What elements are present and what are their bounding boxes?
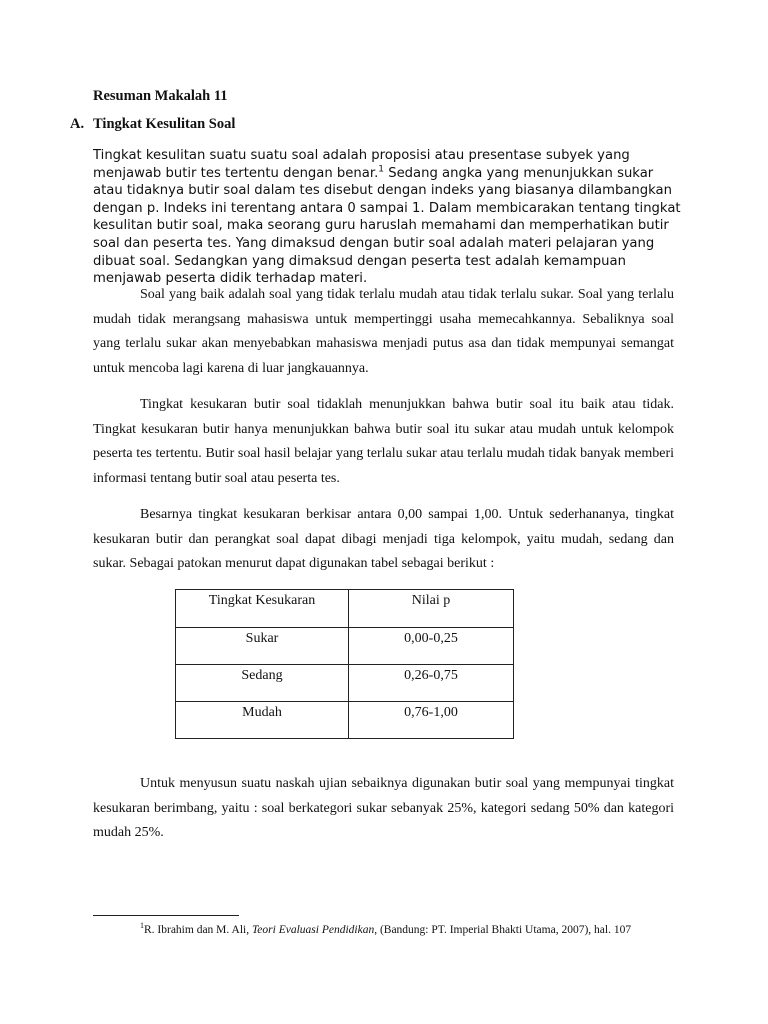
footnote-divider [93,915,239,916]
intro-text-part1: Tingkat kesulitan suatu suatu soal adalah proposisi atau presentase subyek yang menjawab butir tes tertentu dengan benar. [93,148,630,181]
table-header-row [176,590,514,628]
footnote-reference[interactable]: 1 [378,164,384,175]
table-cell: 0,00-0,25 [349,628,514,665]
body-paragraph-3: Besarnya tingkat kesukaran berkisar antara 0,00 sampai 1,00. Untuk sederhananya, tingkat kesukaran butir dan perangkat soal dapat dibagi menjadi tiga kelompok, yaitu mudah, sedang dan sukar. Sebagai patokan menurut dapat digunakan tabel sebagai berikut : [93,507,674,572]
footnote-mark: 1 [140,921,144,930]
table-cell: 0,26-0,75 [349,665,514,702]
body-paragraph-1: Soal yang baik adalah soal yang tidak terlalu mudah atau tidak terlalu sukar. Soal yang terlalu mudah tidak merangsang mahasiswa untuk mempertinggi usaha memecahkannya. Sebaliknya soal yang terlalu sukar akan menyebabkan mahasiswa menjadi putus asa dan tidak mempunyai semangat untuk mencoba lagi karena di luar jangkauannya. [93,287,674,376]
body-paragraph-4: Untuk menyusun suatu naskah ujian sebaiknya digunakan butir soal yang mempunyai tingkat kesukaran berimbang, yaitu : soal berkategori sukar sebanyak 25%, kategori sedang 50% dan kategori mudah 25%. [93,776,674,841]
section-number: A. [70,116,85,132]
table-row [176,628,514,665]
footnote-author: R. Ibrahim dan M. Ali, [144,923,252,936]
body-paragraph-2: Tingkat kesukaran butir soal tidaklah menunjukkan bahwa butir soal itu baik atau tidak. Tingkat kesukaran butir hanya menunjukkan bahwa butir soal itu sukar atau mudah untuk kelompok peserta tes tertentu. Butir soal hasil belajar yang terlalu sukar atau terlalu mudah tidak banyak memberi informasi tentang butir soal atau peserta tes. [93,397,674,486]
footnote-book-title: Teori Evaluasi Pendidikan [251,923,375,936]
document-title: Resuman Makalah 11 [93,88,228,104]
table-header-cell: Nilai p [349,590,514,628]
table-cell: 0,76-1,00 [349,702,514,739]
footnote-details: , (Bandung: PT. Imperial Bhakti Utama, 2007), hal. 107 [374,923,632,936]
table-cell: Mudah [176,702,349,739]
table-header-cell: Tingkat Kesukaran [176,590,349,628]
difficulty-table [175,589,514,739]
section-heading-text: Tingkat Kesulitan Soal [93,116,236,132]
table-row [176,665,514,702]
table-row [176,702,514,739]
intro-text-part2: Sedang angka yang menunjukkan sukar atau tidaknya butir soal dalam tes disebut dengan indeks yang biasanya dilambangkan dengan p. Indeks ini terentang antara 0 sampai 1. Dalam membicarakan tentang tingkat kesulitan butir soal, maka seorang guru haruslah memahami dan memperhatikan butir soal dan peserta tes. Yang dimaksud dengan butir soal adalah materi pelajaran yang dibuat soal. Sedangkan yang dimaksud dengan peserta test adalah kemampuan menjawab peserta didik terhadap materi. [93,165,681,287]
footnote [140,921,631,936]
table-cell: Sukar [176,628,349,665]
intro-paragraph [93,147,683,288]
section-heading [70,116,235,133]
table-cell: Sedang [176,665,349,702]
